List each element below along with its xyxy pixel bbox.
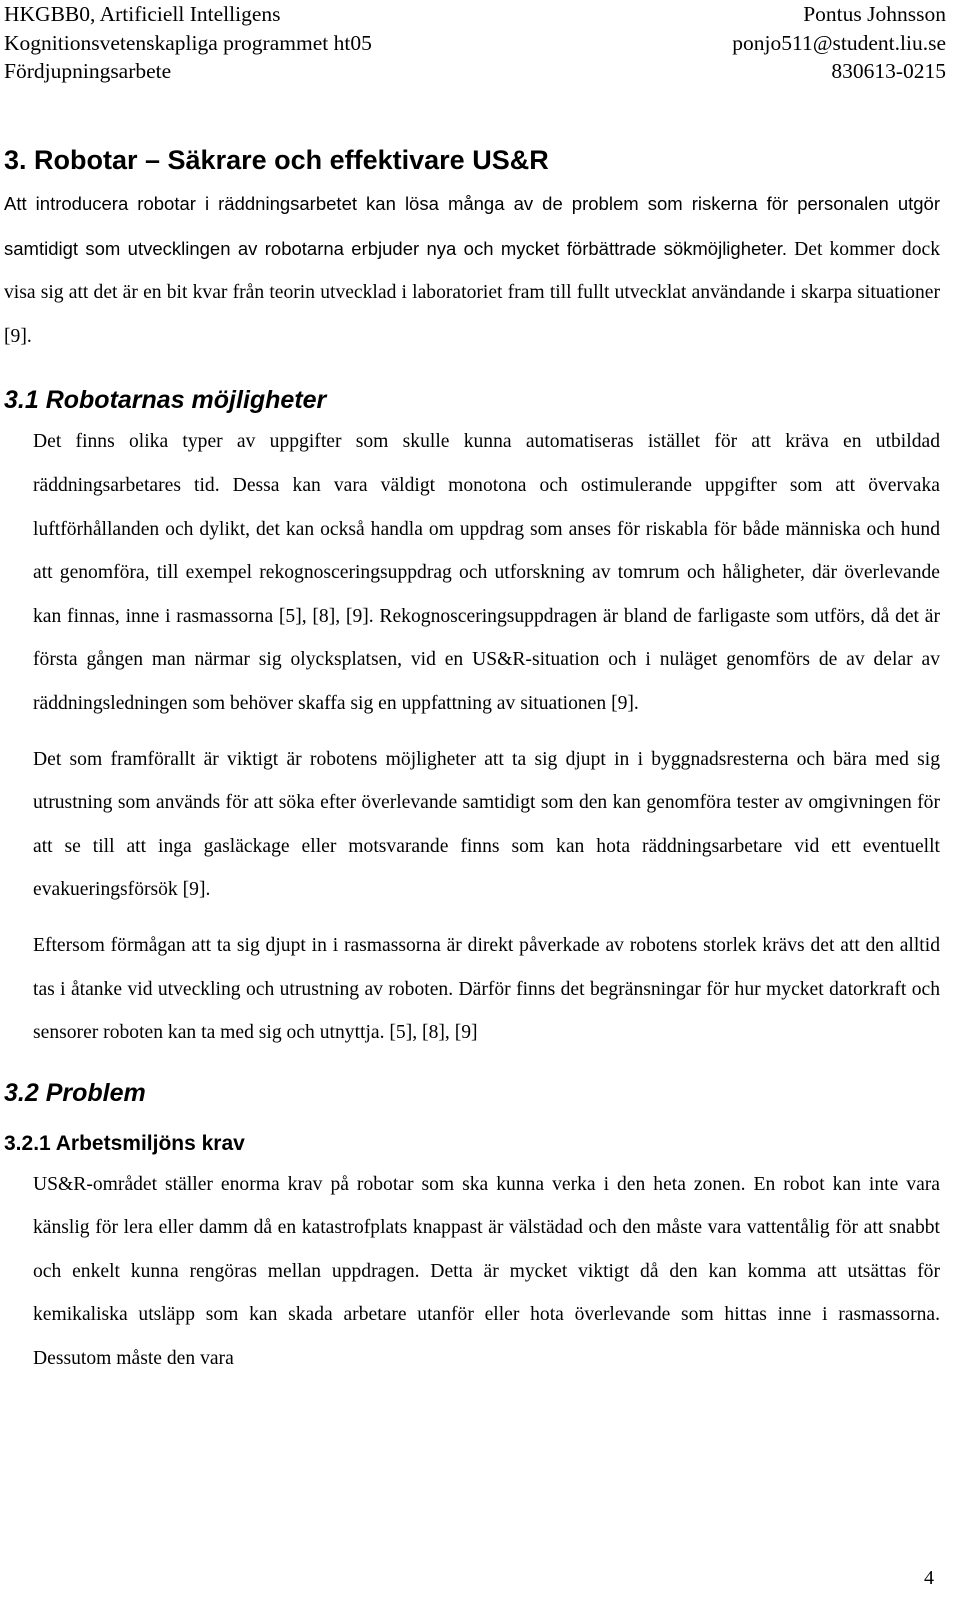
header-row-2	[4, 29, 946, 58]
document-body	[4, 138, 940, 1381]
spacer	[4, 726, 940, 738]
spacer	[4, 912, 940, 924]
header-email: ponjo511@student.liu.se	[732, 30, 946, 55]
section-3-1-paragraph-3: Eftersom förmågan att ta sig djupt in i rasmassorna är direkt påverkade av robotens storlek krävs det att den alltid tas i åtanke vid utveckling och utrustning av roboten. Därför finns det begränsningar för hur mycket datorkraft och sensorer roboten kan ta med sig och utnyttja. [5], [8], [9]	[33, 934, 940, 1044]
header-row-3	[4, 57, 946, 86]
header-author: Pontus Johnsson	[803, 2, 946, 26]
spacer	[4, 1113, 940, 1125]
section-3-paragraph-1-serif: Det kommer dock visa sig att det är en bit kvar från teorin utvecklad i laboratoriet fram till fullt utvecklat användande i skarpa situationer [9].	[4, 238, 940, 347]
section-3-1-paragraph-2: Det som framförallt är viktigt är robotens möjligheter att ta sig djupt in i byggnadsresterna och bära med sig utrustning som används för att söka efter överlevande samtidigt som den kan genomföra tester av omgivningen för att se till att inga gasläckage eller motsvarande finns som kan hota räddningsarbetare vid ett eventuellt evakueringsförsök [9].	[33, 748, 940, 901]
header-row-1	[4, 0, 946, 29]
header-program: Kognitionsvetenskapliga programmet ht05	[4, 30, 372, 55]
section-3-1-heading: 3.1 Robotarnas möjligheter	[4, 386, 327, 415]
header-course: HKGBB0, Artificiell Intelligens	[4, 2, 281, 26]
header-assignment: Fördjupningsarbete	[4, 59, 172, 83]
spacer	[4, 1055, 940, 1073]
page-header	[4, 0, 946, 86]
section-3-heading: 3. Robotar – Säkrare och effektivare US&R	[4, 145, 549, 175]
spacer	[4, 358, 940, 380]
section-3-paragraph-1-sans: Att introducera robotar i räddningsarbetet kan lösa många av de problem som riskerna för personalen utgör samtidigt som utvecklingen av robotarna erbjuder nya och mycket förbättrade sökmöjligheter.	[4, 193, 940, 259]
section-3-paragraph-1	[4, 182, 940, 358]
page-number: 4	[924, 1567, 934, 1589]
section-3-2-1-paragraph-1: US&R-området ställer enorma krav på robotar som ska kunna verka i den heta zonen. En robot kan inte vara känslig för lera eller damm då en katastrofplats knappast är välstädad och den måste vara vattentålig för att snabbt och enkelt kunna rengöras mellan uppdragen. Detta är mycket viktigt då den kan komma att utsättas för kemikaliska utsläpp som kan skada arbetare utanför eller hota överlevande som hittas inne i rasmassorna. Dessutom måste den vara	[33, 1173, 940, 1370]
section-3-1-paragraph-1: Det finns olika typer av uppgifter som skulle kunna automatiseras istället för att kräva en utbildad räddningsarbetares tid. Dessa kan vara väldigt monotona och ostimulerande uppgifter som att övervaka luftförhållanden och dylikt, det kan också handla om uppdrag som anses för riskabla för både människa och hund att genomföra, till exempel rekognosceringsuppdrag och utforskning av tomrum och håligheter, där överlevande kan finnas, inne i rasmassorna [5], [8], [9]. Rekognosceringsuppdragen är bland de farligaste som utförs, då det är första gången man närmar sig olycksplatsen, vid en US&R-situation och i nuläget genomförs de av delar av räddningsledningen som behöver skaffa sig en uppfattning av situationen [9].	[33, 431, 940, 714]
section-3-2-heading: 3.2 Problem	[4, 1078, 146, 1107]
header-id-number: 830613-0215	[831, 59, 946, 83]
section-3-2-1-heading: 3.2.1 Arbetsmiljöns krav	[4, 1131, 245, 1155]
